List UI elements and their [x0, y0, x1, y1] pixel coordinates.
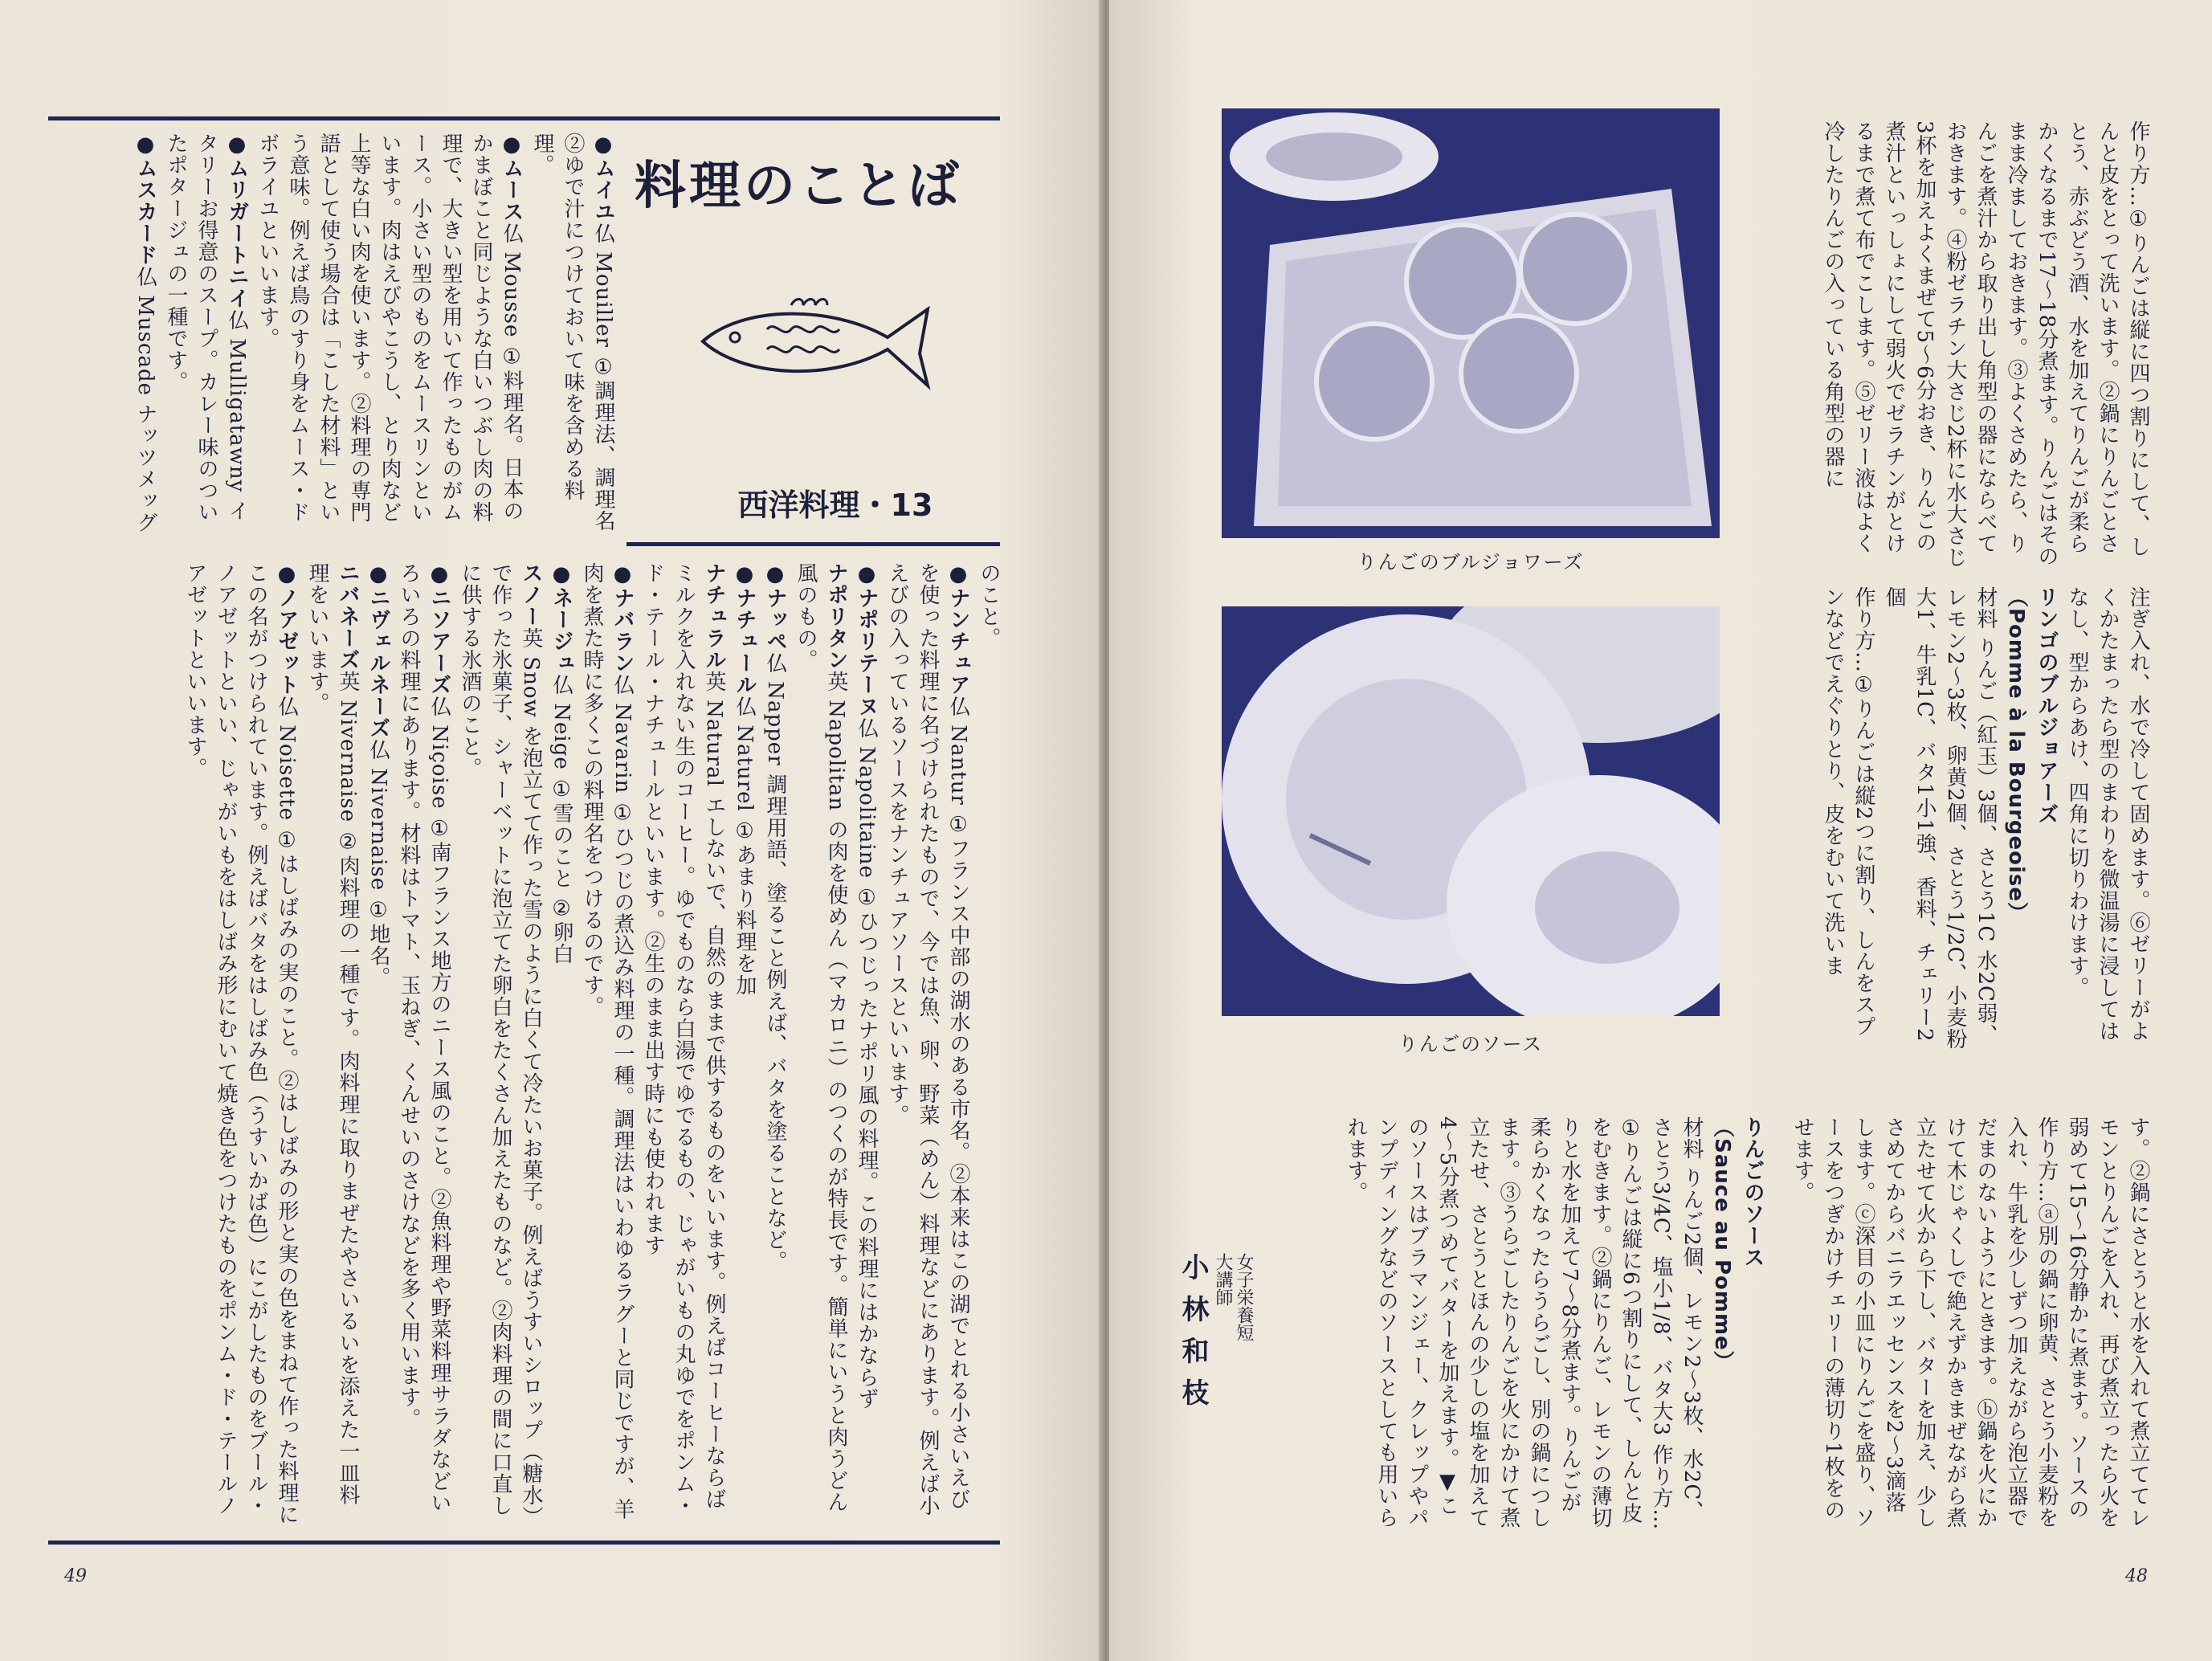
recipe2-subtitle: （Sauce au Pomme） [1710, 1116, 1734, 1373]
photo-apple-sauce-image [1222, 606, 1720, 1016]
recipe1-title: リンゴのブルジョアーズ [2034, 586, 2059, 825]
top-rule [48, 116, 1000, 120]
recipe2-text: 材料 りんご2個、レモン2～3枚、水2C、さとう3/4C、塩小1/8、バタ大3 作り方…①りんごは縦に6つ割りにして、しんと皮をむきます。②鍋にりんご、レモンの薄切りと水を加えて7～8分煮ます。りんごが柔らかくなったらうらごし、別の鍋につします。③うらごしたりんごを火にかけて煮立たせ、さとうとほんの少しの塩を加えて4～5分煮つめてバターを加えます。▼このソースはブラマンジェー、クレップやパンプディングなどのソースとしても用いられます。 [1344, 1116, 1704, 1531]
author-role: 女子栄養短大講師 [1213, 1253, 1254, 1341]
recipe1-subtitle: （Pomme à la Bourgeoise） [2004, 586, 2028, 924]
glossary-entry-naturel: ●ナチュール仏 Naturel ①あまり料理を加 [733, 562, 757, 997]
recipe1-method: 作り方…①りんごは縦2つに割り、しんをスプンなどでえぐりとり、皮をむいて洗いま [1821, 586, 1875, 1038]
glossary-entry-snow: スノー英 Snow を泡立てて作った雪のように白くて冷たいお菓子。例えばうすいシロップ（糖水）で作った氷菓子、シャーベットに泡立てた卵白をたくさん加えたものなど。②肉料理の間に口直しに供する氷酒のこと。 [458, 562, 543, 1517]
glossary-entry-napolitaine: ●ナポリテーヌ仏 Napolitaine ①ひつじったナポリ風の料理。この料理にはかならず [855, 562, 879, 1410]
recipe-continuation: 注ぎ入れ、水で冷して固めます。⑥ゼリーがよくかたまったら型のまわりを微温湯に浸してはなし、型からあけ、四角に切りわけます。 [2065, 586, 2150, 1042]
photo-apple-bourgeoise-image [1222, 108, 1720, 538]
lower-glossary-block [56, 562, 1004, 1526]
recipe1-block [1744, 586, 2153, 1052]
glossary-entry-natural: ナチュラル英 Natural エしないで、自然のままで供するものをいいます。例えばコーヒーならばミルクを入れない生のコーヒー。ゆでものなら白湯でゆでるもの、じゃがいもの丸ゆでをポンム・ド・テール・ナチュールといいます。②生のまま出す時にも使われます [641, 562, 726, 1516]
left-page [0, 0, 1103, 1661]
page-title: 料理のことば [635, 156, 962, 216]
glossary-entry-navarin: ●ナバラン仏 Navarin ①ひつじの煮込み料理の一種。調理法はいわゆるラグーと同じですが、羊肉を煮た時に多くこの料理名をつけるのです。 [580, 562, 635, 1520]
photo-apple-sauce [1222, 606, 1720, 1016]
recipe2-title: りんごのソース [1741, 1116, 1765, 1268]
glossary-entry-noisette: ●ノアゼット仏 Noisette ①はしばみの実のこと。②はしばみの形と実の色をまねて作った料理にこの名がつけられています。例えばバタをはしばみ色（うすいかば色）にこがしたものをブール・ノアゼットといい、じゃがいもをはしばみ形にむいて焼き色をつけたものをポンム・ド・テールノアゼットといいます。 [183, 562, 299, 1526]
fish-illustration [687, 293, 936, 398]
glossary-entry-nantua: ●ナンチュア仏 Nantur ①フランス中部の湖水のある市名。②本来はこの湖でとれる小さいえびを使った料理に名づけられたもので、今では魚、卵、野菜（めん）料理などにあります。例えば小えびの入っているソースをナンチュアソースといいます。 [885, 562, 970, 1516]
author-name: 小林和枝 [1177, 1253, 1209, 1420]
recipe1-ingredients: 材料 りんご（紅玉）3個、さとう1C 水2C弱、レモン2～3枚、卵黄2個、さとう1/2C、小麦粉大1、牛乳1C、バタ1小1強、香料、チェリー2個 [1882, 586, 1998, 1051]
glossary-entry-muiyu: ●ムイユ仏 Mouiller ①調理法、調理名②ゆで汁につけておいて味を含める料理。 [530, 133, 615, 533]
recipe1-sauce-steps: す。②鍋にさとうと水を入れて煮立ててレモンとりんごを入れ、再び煮立ったら火を弱めて15～16分静かに煮ます。ソースの作り方…ⓐ別の鍋に卵黄、さとう小麦粉を入れ、牛乳を少しずつ加えながら泡立器でだまのないようにときます。ⓑ鍋を火にかけて木じゃくしで絶えずかきまぜながら煮立たせて火から下し、バターを加え、少しさめてからバニラエッセンスを2～3滴落します。ⓒ深目の小皿にりんごを盛り、ソースをつぎかけチェリーの薄切り1枚をのせます。 [1790, 1116, 2150, 1528]
series-label: 西洋料理・13 [737, 488, 933, 523]
page-number-left: 49 [64, 1566, 87, 1586]
glossary-entry-mulligatawny: ●ムリガートニイ仏 Mulligatawny イタリーお得意のスープ。カレー味のついたポタージュの一種です。 [164, 133, 249, 523]
glossary-entry-napolitan: ナポリタン英 Napolitan の肉を使めん（マカロニ）のつくのが特長です。簡単にいうと肉うどん風のもの。 [794, 562, 848, 1513]
bottom-rule [48, 1541, 1000, 1545]
right-page [1109, 0, 2212, 1661]
glossary-entry-nicoise: ●ニソアーズ仏 Niçoise ①南フランス地方のニース風のこと。②魚料理や野菜料理サラダなどいろいろの料理にあります。材料はトマト、玉ねぎ、くんせいのさけなどを多く用います。 [397, 562, 451, 1514]
glossary-entry-continuation: のこと。 [977, 562, 1001, 649]
recipe-text-upper: 作り方…①りんごは縦に四つ割りにして、しんと皮をとって洗います。②鍋にりんごとさとう、赤ぶどう酒、水を加えてりんごが柔らかくなるまで17～18分煮ます。りんごはそのまま冷ましておきます。③よくさめたら、りんごを煮汁から取り出し角型の器にならべておきます。④粉ゼラチン大さじ2杯に水大さじ3杯を加えよくまぜて5～6分おき、りんごの煮汁といっしょにして弱火でゼラチンがとけるまで煮て布でこします。⑤ゼリー液はよく冷したりんごの入っている角型の器に [1821, 120, 2150, 569]
page-number-right: 48 [2125, 1566, 2148, 1586]
glossary-entry-nappe: ●ナッペ仏 Napper 調理用語、塗ること例えば、バタを塗ることなど。 [763, 562, 787, 1272]
glossary-entry-nibanezu: ニバネーズ英 Nivernaise ②肉料理の一種です。肉料理に取りまぜたやさいるいを添えた一皿料理をいいます。 [305, 562, 360, 1506]
photo-apple-bourgeoise [1222, 108, 1720, 538]
glossary-entry-nivernaise: ●ニヴェルネーズ仏 Nivernaise ①地名。 [366, 562, 390, 989]
upper-glossary-block [56, 133, 618, 534]
recipe2-block [1270, 1116, 1768, 1534]
caption-apple-sauce: りんごのソース [1398, 1033, 1544, 1055]
glossary-entry-mousse: ●ムース仏 Mousse ①料理名。日本のかまぼこと同じような白いつぶし肉の料理で、大きい型を用いて作ったものがムース。小さい型のものをムースリンといいます。肉はえびやこうし、とり肉など上等な白い肉を使います。②料理の専門語として使う場合は「こした材料」という意味。例えば鳥のすり身をムース・ドボライユといいます。 [255, 133, 524, 523]
caption-apple-bourgeoise: りんごのブルジョワーズ [1357, 551, 1585, 573]
glossary-entry-muscade: ●ムスカード仏 Muscade ナッツメッグ [133, 133, 157, 534]
glossary-entry-neige: ●ネージュ仏 Neige ①雪のこと ②卵白 [549, 562, 573, 965]
mid-rule [626, 542, 1000, 546]
